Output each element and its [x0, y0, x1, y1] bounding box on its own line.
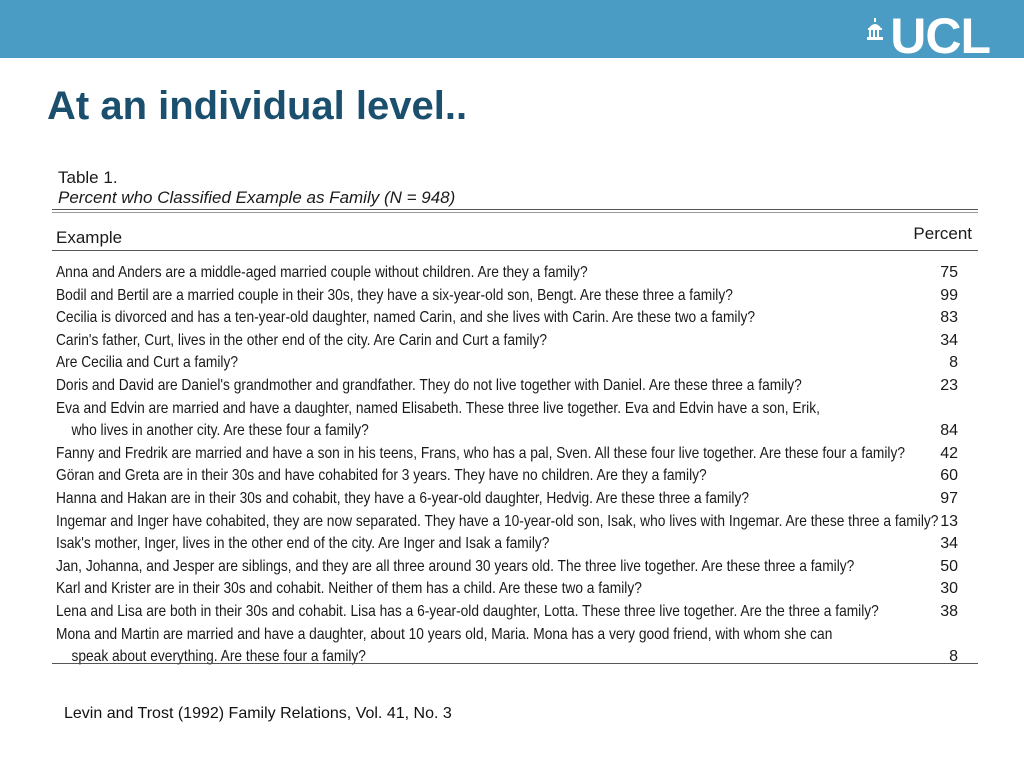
- table-rule-bottom: [52, 663, 978, 664]
- logo-text: UCL: [890, 8, 990, 64]
- table-row: [56, 556, 976, 579]
- row-percent: 30: [940, 580, 958, 598]
- slide-title: At an individual level..: [47, 84, 468, 128]
- table-row: [56, 511, 976, 534]
- row-percent: 50: [940, 557, 958, 575]
- row-text: Jan, Johanna, and Jesper are siblings, and they are all three around 30 years old. The three live together. Are these three a family?: [56, 557, 855, 575]
- row-percent: 84: [940, 422, 958, 440]
- row-percent: 60: [940, 467, 958, 485]
- row-percent: 8: [949, 648, 958, 666]
- table-row: [56, 488, 976, 511]
- table-rule-header: [52, 250, 978, 251]
- row-text: Bodil and Bertil are a married couple in their 30s, they have a six-year-old son, Bengt. Are these three a family?: [56, 286, 733, 304]
- table-row: [56, 465, 976, 488]
- row-percent: 83: [940, 309, 958, 327]
- row-percent: 99: [940, 286, 958, 304]
- row-text: Karl and Krister are in their 30s and cohabit. Neither of them has a child. Are these two a family?: [56, 580, 642, 598]
- citation: Levin and Trost (1992) Family Relations, Vol. 41, No. 3: [64, 705, 452, 722]
- row-text: Are Cecilia and Curt a family?: [56, 354, 239, 372]
- table-row: [56, 578, 976, 601]
- row-text: Hanna and Hakan are in their 30s and cohabit, they have a 6-year-old daughter, Hedvig. Are these three a family?: [56, 489, 750, 507]
- table-row: [56, 375, 976, 398]
- table-row: [56, 601, 976, 624]
- row-percent: 97: [940, 489, 958, 507]
- table-rule-top: [52, 209, 978, 210]
- table-row: [56, 262, 976, 285]
- table-rule-top-double: [52, 212, 978, 213]
- row-text: Cecilia is divorced and has a ten-year-old daughter, named Carin, and she lives with Carin. Are these two a family?: [56, 309, 756, 327]
- row-percent: 34: [940, 331, 958, 349]
- row-percent: 8: [949, 354, 958, 372]
- column-header-percent: Percent: [913, 224, 972, 243]
- header-bar: [0, 0, 1024, 64]
- table-label: Table 1.: [58, 168, 118, 187]
- table-row: [56, 352, 976, 375]
- table-row: [56, 307, 976, 330]
- table-row: [56, 624, 976, 669]
- table-caption: Percent who Classified Example as Family (N = 948): [58, 188, 456, 207]
- row-percent: 13: [940, 512, 958, 530]
- table-body: [56, 262, 976, 669]
- column-header-example: Example: [56, 228, 123, 247]
- row-percent: 38: [940, 602, 958, 620]
- row-text-continued: speak about everything. Are these four a family?: [71, 648, 366, 666]
- row-text: Göran and Greta are in their 30s and have cohabited for 3 years. They have no children. Are they a family?: [56, 467, 707, 485]
- row-text: Ingemar and Inger have cohabited, they are now separated. They have a 10-year-old son, Isak, who lives with Ingemar. Are these three a family?: [56, 512, 939, 530]
- row-percent: 23: [940, 376, 958, 394]
- row-text: Mona and Martin are married and have a daughter, about 10 years old, Maria. Mona has a very good friend, with whom she can: [56, 625, 833, 643]
- table-row: [56, 443, 976, 466]
- row-text: Isak's mother, Inger, lives in the other end of the city. Are Inger and Isak a family?: [56, 535, 550, 553]
- row-percent: 34: [940, 535, 958, 553]
- table-row: [56, 533, 976, 556]
- dome-icon: [866, 18, 884, 40]
- table-row: [56, 285, 976, 308]
- row-text: Anna and Anders are a middle-aged married couple without children. Are they a family?: [56, 264, 588, 281]
- row-percent: 42: [940, 444, 958, 462]
- scanned-table: [52, 166, 980, 678]
- row-text: Doris and David are Daniel's grandmother and grandfather. They do not live together with Daniel. Are these three a family?: [56, 376, 802, 394]
- ucl-logo: [866, 8, 990, 64]
- table-row: [56, 398, 976, 443]
- table-row: [56, 330, 976, 353]
- row-text: Eva and Edvin are married and have a daughter, named Elisabeth. These three live together. Eva and Edvin have a son, Erik,: [56, 399, 820, 417]
- row-text: Fanny and Fredrik are married and have a son in his teens, Frans, who has a pal, Sven. All these four live together. Are these four a family?: [56, 444, 905, 462]
- row-percent: 75: [940, 264, 958, 281]
- row-text-continued: who lives in another city. Are these four a family?: [71, 422, 369, 440]
- row-text: Lena and Lisa are both in their 30s and cohabit. Lisa has a 6-year-old daughter, Lotta. These three live together. Are the three a family?: [56, 602, 879, 620]
- row-text: Carin's father, Curt, lives in the other end of the city. Are Carin and Curt a family?: [56, 331, 548, 349]
